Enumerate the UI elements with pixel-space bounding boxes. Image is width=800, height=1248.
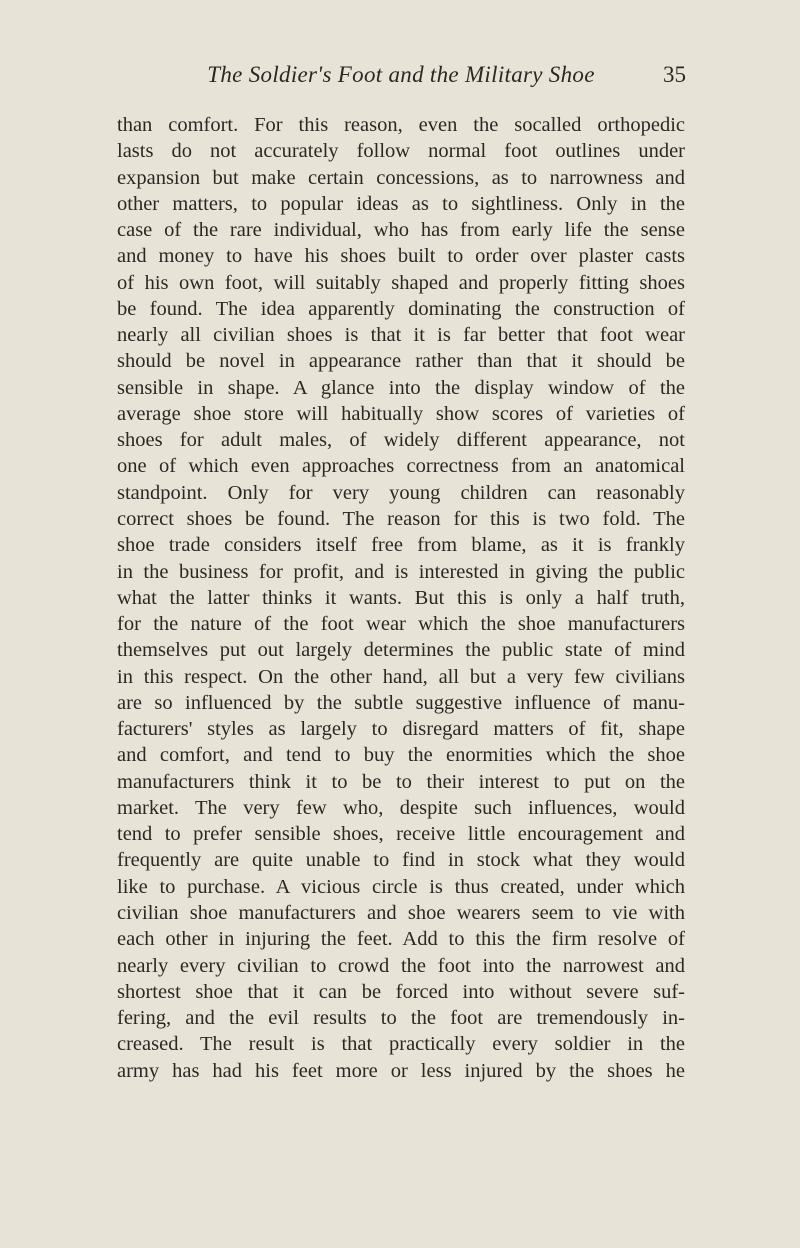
text-line: like to purchase. A vicious circle is thus created, under which — [117, 875, 685, 898]
text-line: should be novel in appearance rather than that it should be — [117, 350, 685, 373]
text-line: themselves put out largely determines the public state of mind — [117, 639, 685, 662]
text-line: be found. The idea apparently dominating the construction of — [117, 297, 685, 320]
text-line: nearly all civilian shoes is that it is far better that foot wear — [117, 324, 685, 347]
text-line: are so influenced by the subtle suggestive influence of manu- — [117, 691, 685, 714]
text-line: frequently are quite unable to find in stock what they would — [117, 849, 685, 872]
text-line: civilian shoe manufacturers and shoe wearers seem to vie with — [117, 901, 685, 924]
text-line: sensible in shape. A glance into the display window of the — [117, 376, 685, 399]
text-line: what the latter thinks it wants. But this is only a half truth, — [117, 586, 685, 609]
body-text — [117, 112, 685, 1084]
text-line: army has had his feet more or less injured by the shoes he — [117, 1059, 685, 1082]
text-line: average shoe store will habitually show scores of varieties of — [117, 402, 685, 425]
text-line: each other in injuring the feet. Add to this the firm resolve of — [117, 928, 685, 951]
text-line: in the business for profit, and is interested in giving the public — [117, 560, 685, 583]
text-line: shoes for adult males, of widely different appearance, not — [117, 429, 685, 452]
text-line: than comfort. For this reason, even the socalled orthopedic — [117, 114, 685, 136]
text-line: in this respect. On the other hand, all but a very few civilians — [117, 665, 685, 688]
text-line: shortest shoe that it can be forced into without severe suf- — [117, 980, 685, 1003]
text-line: expansion but make certain concessions, as to narrowness and — [117, 166, 685, 189]
text-line: for the nature of the foot wear which the shoe manufacturers — [117, 613, 685, 636]
text-line: nearly every civilian to crowd the foot into the narrowest and — [117, 954, 685, 977]
text-line: of his own foot, will suitably shaped and properly fitting shoes — [117, 271, 685, 294]
text-line: other matters, to popular ideas as to sightliness. Only in the — [117, 192, 685, 215]
text-line: market. The very few who, despite such influences, would — [117, 796, 685, 819]
text-line: facturers' styles as largely to disregard matters of fit, shape — [117, 718, 685, 741]
text-line: shoe trade considers itself free from blame, as it is frankly — [117, 534, 685, 557]
text-line: case of the rare individual, who has from early life the sense — [117, 219, 685, 242]
text-line: creased. The result is that practically every soldier in the — [117, 1033, 685, 1056]
text-line: standpoint. Only for very young children can reasonably — [117, 481, 685, 504]
text-line: and comfort, and tend to buy the enormities which the shoe — [117, 744, 685, 767]
text-line: and money to have his shoes built to order over plaster casts — [117, 245, 685, 268]
text-line: one of which even approaches correctness from an anatomical — [117, 455, 685, 478]
text-line: tend to prefer sensible shoes, receive little encouragement and — [117, 823, 685, 846]
running-head — [116, 62, 686, 96]
running-title: The Soldier's Foot and the Military Shoe — [207, 62, 595, 87]
text-line: correct shoes be found. The reason for this is two fold. The — [117, 507, 685, 530]
text-line: fering, and the evil results to the foot are tremendously in- — [117, 1007, 685, 1030]
text-line: manufacturers think it to be to their interest to put on the — [117, 770, 685, 793]
page-number: 35 — [663, 62, 686, 87]
text-line: lasts do not accurately follow normal foot outlines under — [117, 140, 685, 163]
